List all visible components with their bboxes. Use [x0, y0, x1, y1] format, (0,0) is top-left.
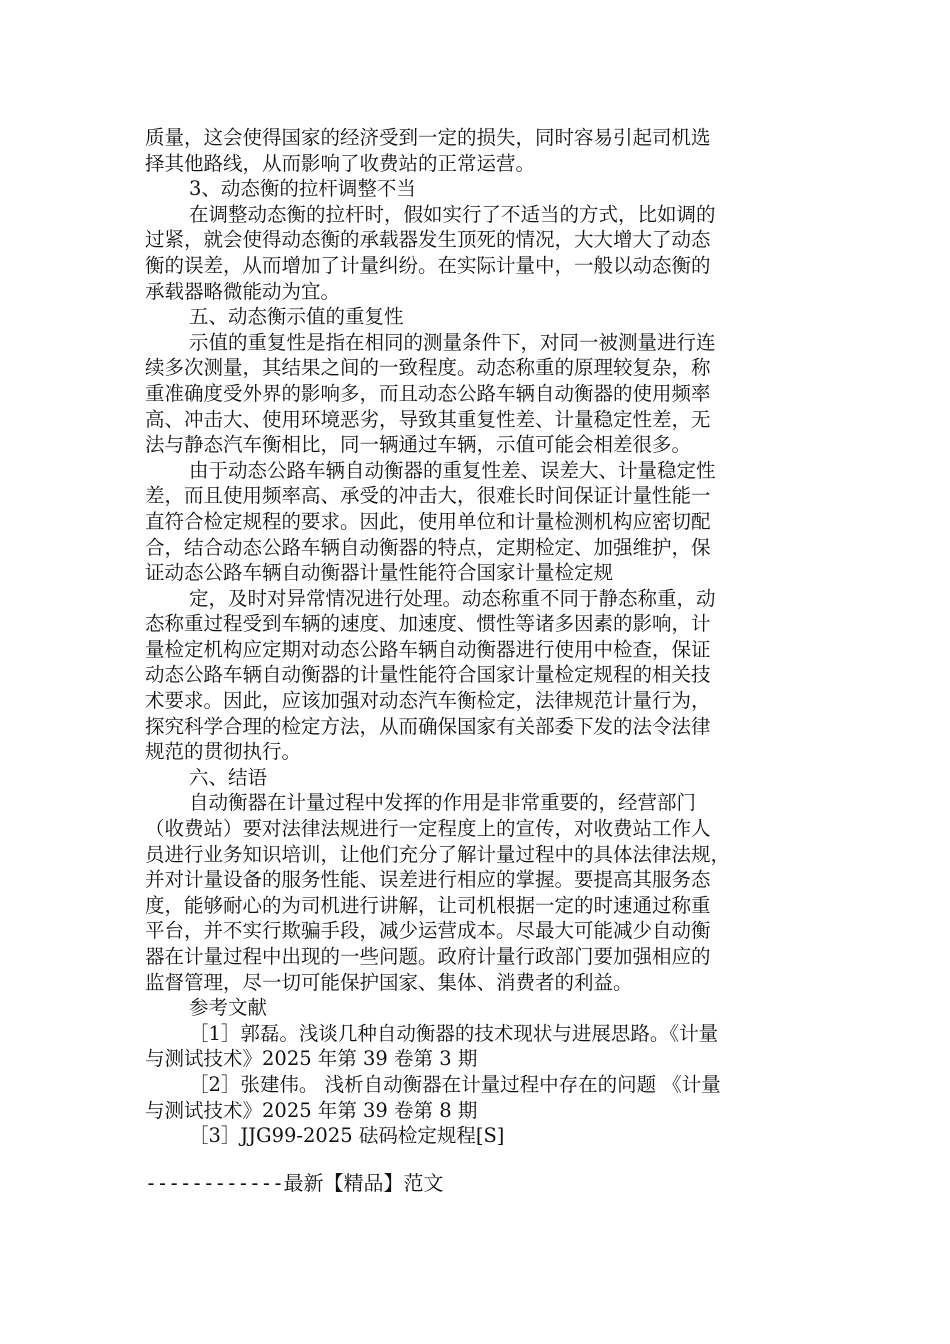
- text-line: 态称重过程受到车辆的速度、加速度、惯性等诸多因素的影响，计: [145, 612, 711, 636]
- text-line: 术要求。因此，应该加强对动态汽车衡检定，法律规范计量行为，: [145, 689, 711, 713]
- text-line: 动态公路车辆自动衡器的计量性能符合国家计量检定规程的相关技: [145, 663, 711, 687]
- text-line: 与测试技术》2025 年第 39 卷第 8 期: [145, 1098, 478, 1122]
- text-line: 并对计量设备的服务性能、误差进行相应的掌握。要提高其服务态: [145, 868, 711, 892]
- text-line: 高、冲击大、使用环境恶劣，导致其重复性差、计量稳定性差，无: [145, 407, 711, 431]
- text-line: 监督管理，尽一切可能保护国家、集体、消费者的利益。: [145, 970, 633, 994]
- text-line: 平台，并不实行欺骗手段，减少运营成本。尽最大可能减少自动衡: [145, 919, 711, 943]
- text-line: 差，而且使用频率高、承受的冲击大，很难长时间保证计量性能一: [145, 484, 711, 508]
- text-line: 在调整动态衡的拉杆时，假如实行了不适当的方式，比如调的: [189, 202, 716, 226]
- footer-dashes: ------------: [145, 1171, 284, 1195]
- text-line: 探究科学合理的检定方法，从而确保国家有关部委下发的法令法律: [145, 714, 711, 738]
- text-line: （收费站）要对法律法规进行一定程度上的宣传，对收费站工作人: [145, 817, 711, 841]
- document-body: [145, 125, 805, 1149]
- text-line: 合，结合动态公路车辆自动衡器的特点，定期检定、加强维护，保: [145, 535, 711, 559]
- text-line: 员进行业务知识培训，让他们充分了解计量过程中的具体法律法规，: [145, 842, 731, 866]
- text-line: ［1］郭磊。浅谈几种自动衡器的技术现状与进展思路。《计量: [189, 1021, 719, 1045]
- text-line: 示值的重复性是指在相同的测量条件下，对同一被测量进行连: [189, 330, 716, 354]
- text-line: 参考文献: [189, 996, 268, 1020]
- footer-banner: [145, 1167, 444, 1196]
- footer-label: 最新【精品】范文: [283, 1171, 444, 1195]
- text-line: 衡的误差，从而增加了计量纠纷。在实际计量中，一般以动态衡的: [145, 253, 711, 277]
- text-line: 质量，这会使得国家的经济受到一定的损失，同时容易引起司机选: [145, 126, 711, 149]
- text-line: 器在计量过程中出现的一些问题。政府计量行政部门要加强相应的: [145, 945, 711, 968]
- text-line: 直符合检定规程的要求。因此，使用单位和计量检测机构应密切配: [145, 509, 711, 533]
- text-line: 自动衡器在计量过程中发挥的作用是非常重要的，经营部门: [189, 791, 697, 815]
- text-line: 与测试技术》2025 年第 39 卷第 3 期: [145, 1047, 478, 1071]
- text-line: ［2］张建伟。 浅析自动衡器在计量过程中存在的问题 《计量: [189, 1072, 721, 1096]
- text-line: 续多次测量，其结果之间的一致程度。动态称重的原理较复杂，称: [145, 356, 711, 380]
- text-line: 六、结语: [189, 765, 268, 789]
- text-line: 承载器略微能动为宜。: [145, 279, 341, 303]
- text-line: 证动态公路车辆自动衡器计量性能符合国家计量检定规: [145, 561, 614, 585]
- text-line: 3、动态衡的拉杆调整不当: [189, 177, 416, 201]
- text-line: 定，及时对异常情况进行处理。动态称重不同于静态称重，动: [189, 586, 716, 610]
- text-line: 量检定机构应定期对动态公路车辆自动衡器进行使用中检查，保证: [145, 637, 711, 661]
- text-line: 规范的贯彻执行。: [145, 740, 302, 764]
- text-line: 法与静态汽车衡相比，同一辆通过车辆，示值可能会相差很多。: [145, 433, 692, 457]
- text-line: 度，能够耐心的为司机进行讲解，让司机根据一定的时速通过称重: [145, 893, 711, 917]
- text-line: 五、动态衡示值的重复性: [189, 305, 404, 329]
- text-line: 择其他路线，从而影响了收费站的正常运营。: [145, 151, 536, 175]
- text-line: 由于动态公路车辆自动衡器的重复性差、误差大、计量稳定性: [189, 458, 716, 482]
- text-line: 过紧，就会使得动态衡的承载器发生顶死的情况，大大增大了动态: [145, 228, 711, 252]
- text-line: ［3］JJG99-2025 砝码检定规程[S]: [189, 1124, 505, 1148]
- text-line: 重准确度受外界的影响多，而且动态公路车辆自动衡器的使用频率: [145, 381, 711, 405]
